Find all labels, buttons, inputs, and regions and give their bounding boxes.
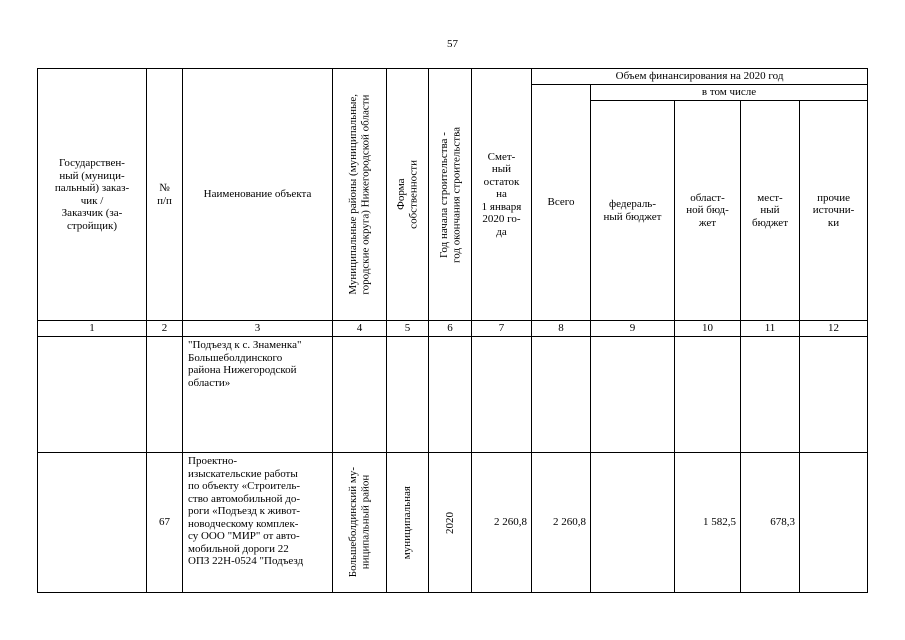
row-estimated-balance: 2 260,8 <box>472 453 532 593</box>
col-number: 9 <box>591 321 675 337</box>
row-local: 678,3 <box>741 453 800 593</box>
header-ownership <box>387 69 429 321</box>
table-row <box>38 453 868 593</box>
financing-table <box>37 68 868 593</box>
header-other: прочие источни- ки <box>800 101 868 321</box>
page-number: 57 <box>447 38 458 50</box>
column-numbers-row <box>38 321 868 337</box>
col-number: 2 <box>147 321 183 337</box>
col-number: 11 <box>741 321 800 337</box>
row-ownership-text: муниципальная <box>401 485 414 560</box>
row-total: 2 260,8 <box>532 453 591 593</box>
col-number: 6 <box>429 321 472 337</box>
row-years <box>429 337 472 453</box>
header-local: мест- ный бюджет <box>741 101 800 321</box>
header-customer: Государствен- ный (муници- пальный) заказ- чик / Заказчик (за- стройщик) <box>38 69 147 321</box>
header-districts <box>333 69 387 321</box>
col-number: 5 <box>387 321 429 337</box>
row-ownership <box>387 453 429 593</box>
row-ownership <box>387 337 429 453</box>
header-index: № п/п <box>147 69 183 321</box>
row-index: 67 <box>147 453 183 593</box>
row-local <box>741 337 800 453</box>
header-years <box>429 69 472 321</box>
header-estimated-balance: Смет- ный остаток на 1 января 2020 го- да <box>472 69 532 321</box>
header-regional: област- ной бюд- жет <box>675 101 741 321</box>
col-number: 12 <box>800 321 868 337</box>
row-total <box>532 337 591 453</box>
header-ownership-text: Форма собственности <box>395 160 420 229</box>
row-years-text: 2020 <box>443 511 456 534</box>
row-district-text: Большеболдинский му- ниципальный район <box>347 467 372 578</box>
row-customer <box>38 453 147 593</box>
row-object-name: Проектно- изыскательские работы по объекту «Строитель- ство автомобильной до- роги «Подъезд к живот- новодческому комплек- су ООО "МИР" от авто- мобильной дороги 22 ОПЗ 22Н-0524 "Подъезд <box>183 453 333 593</box>
row-object-name: "Подъезд к с. Знаменка" Большеболдинского района Нижегородской области» <box>183 337 333 453</box>
row-regional: 1 582,5 <box>675 453 741 593</box>
row-district <box>333 337 387 453</box>
col-number: 7 <box>472 321 532 337</box>
col-number: 1 <box>38 321 147 337</box>
col-number: 8 <box>532 321 591 337</box>
header-years-text: Год начала строительства - год окончания строительства <box>437 126 462 263</box>
row-index <box>147 337 183 453</box>
row-federal <box>591 337 675 453</box>
table-row <box>38 337 868 453</box>
row-customer <box>38 337 147 453</box>
row-regional <box>675 337 741 453</box>
row-other <box>800 337 868 453</box>
col-number: 4 <box>333 321 387 337</box>
col-number: 3 <box>183 321 333 337</box>
header-including: в том числе <box>591 85 868 101</box>
row-estimated-balance <box>472 337 532 453</box>
header-districts-text: Муниципальные районы (муниципальные, городские округа) Нижегородской области <box>347 94 372 295</box>
row-district <box>333 453 387 593</box>
row-federal <box>591 453 675 593</box>
header-object-name: Наименование объекта <box>183 69 333 321</box>
header-funding-group: Объем финансирования на 2020 год <box>532 69 868 85</box>
col-number: 10 <box>675 321 741 337</box>
row-years <box>429 453 472 593</box>
header-total: Всего <box>532 85 591 321</box>
row-other <box>800 453 868 593</box>
header-federal: федераль- ный бюджет <box>591 101 675 321</box>
